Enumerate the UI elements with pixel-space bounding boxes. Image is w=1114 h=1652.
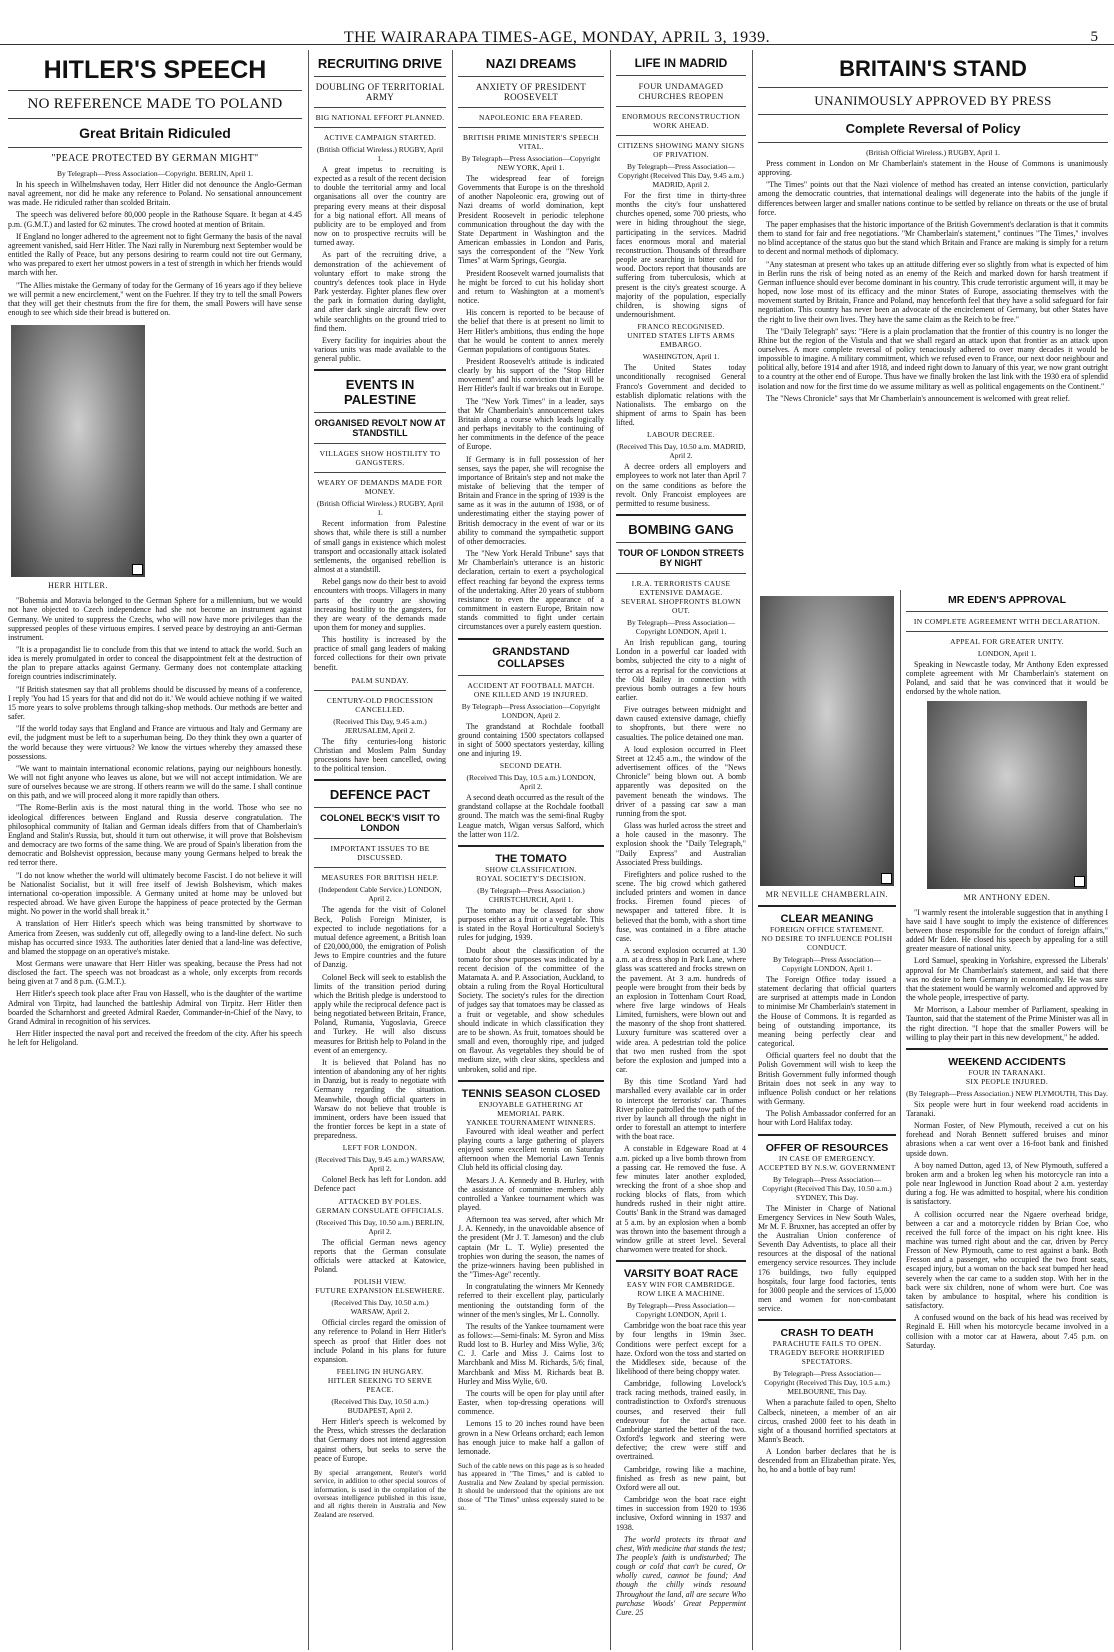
paragraph: Firefighters and police rushed to the scene. The big crowd which gathered included printers and women in dance frocks. Firemen found pieces of newspaper and tattered fibre. It is believed that the bomb, with a short time fuse, was contained in a fibre attache case.	[616, 869, 746, 943]
subheadline: YANKEE TOURNAMENT WINNERS.	[466, 1117, 596, 1127]
paragraph: The tomato may be classed for show purposes either as a fruit or a vegetable. This is stated in the Royal Horticultural Society's rules for judging, 1939.	[458, 905, 604, 943]
subheadline: Complete Reversal of Policy	[845, 121, 1021, 136]
column-rule	[308, 50, 309, 1650]
paragraph: As part of the recruiting drive, a demonstration of the achievement of voluntary effort to make strong the country's defences took place in Hyde Park yesterday. Fighter planes flew over the park in formation during daylight, and after dark single aircraft flew over while searchlights on the ground tried to find them.	[314, 250, 446, 333]
hitler-photo	[11, 325, 145, 577]
subheadline: IN CASE OF EMERGENCY.	[778, 1153, 876, 1163]
subheadline: NO REFERENCE MADE TO POLAND	[27, 96, 283, 112]
dateline: (Received This Day, 10.5 a.m.) LONDON, April 2.	[466, 773, 596, 792]
paragraph: The "News Chronicle" says that Mr Chamberlain's announcement is welcomed with great relief.	[766, 393, 1070, 403]
paragraph: A London barber declares that he is descended from an Elizabethan pirate. Yes, ho, ho and a bottle of bay rum!	[758, 1447, 896, 1475]
dateline: (British Official Wireless.) RUGBY, April 1.	[316, 145, 444, 163]
article-recruiting-drive	[314, 50, 446, 1650]
subheadline: EASY WIN FOR CAMBRIDGE.	[626, 1280, 736, 1290]
subheadline: ANXIETY OF PRESIDENT ROOSEVELT	[475, 82, 587, 102]
paragraph: The results of the Yankee tournament were as follows:—Semi-finals: M. Syron and Miss Rudd lost to B. Hurley and Miss Wylie, 3/6; C. J. Carle and Miss J. Cairns lost to Marchbank and Miss M. Richards, 5/6; final, Marchbank and Miss M. Richards beat B. Hurley and Miss Wylie, 6/0.	[458, 1321, 604, 1386]
subheadline: ROYAL SOCIETY'S DECISION.	[475, 873, 587, 883]
paragraph: A boy named Dutton, aged 13, of New Plymouth, suffered a broken arm and a broken leg when his motorcycle ran into a pole near Inglewood in Junction Road about 2 a.m. yesterday during a fog. He was admitted to hospital, where his condition is satisfactory.	[906, 1160, 1108, 1207]
paragraph: By this time Scotland Yard had marshalled every available car in order to intercept the terrorists' car. Thames River police patrolled the tow path of the river by launch all through the night in order to forestall an attempt to interfere with the boat race.	[616, 1077, 746, 1142]
paragraph: Every facility for inquiries about the various units was made available to the general public.	[314, 335, 446, 364]
dateline: By Telegraph—Press Association—Copyright NEW YORK, April 1.	[461, 154, 601, 172]
paragraph: The United States today unconditionally recognised General Franco's Government and decided to establish diplomatic relations with the Nationalists. The embargo on the shipment of arms to Spain has been lifted.	[616, 363, 746, 428]
paragraph: Mr Morrison, a Labour member of Parliament, speaking in Taunton, said that the statement of the Prime Minister was all in the right direction. "I hope that the smaller Powers will be willing to play their part in this new development," he added.	[906, 1005, 1108, 1042]
paragraph: The "New York Herald Tribune" says that Mr Chamberlain's utterance is an historic declaration, certain to exert a psychological effect reaching far beyond the express terms of the undertaking. After 20 years of stubborn resistance to even the appearance of a commitment in eastern Europe, Britain now stands committed to fight under certain circumstances over a purely eastern question.	[458, 549, 604, 632]
subheadline: ENJOYABLE GATHERING AT MEMORIAL PARK.	[478, 1099, 584, 1118]
article-hitlers-speech	[8, 50, 302, 1650]
paragraph: Rebel gangs now do their best to avoid encounters with troops. Villagers in many parts of the country are showing increasing hostility to the gangsters, for they are weary of the demands made upon them for money and supplies.	[314, 577, 446, 632]
subheadline: ACCIDENT AT FOOTBALL MATCH.	[467, 680, 595, 690]
paragraph: In his speech in Wilhelmshaven today, Herr Hitler did not denounce the Anglo-German naval agreement, nor did he make any reference to Poland. No sensational announcement was made. He ridiculed rather than scolded Britain.	[8, 180, 302, 208]
dateline: LONDON, April 1.	[977, 649, 1037, 658]
subheadline: IN COMPLETE AGREEMENT WITH DECLARATION.	[913, 617, 1101, 626]
paragraph: Cambridge, rowing like a machine, finished as fresh as new paint, but Oxford were all out.	[616, 1464, 746, 1492]
subheadline: I.R.A. TERRORISTS CAUSE EXTENSIVE DAMAGE.	[631, 579, 731, 598]
headline: GRANDSTAND COLLAPSES	[492, 645, 570, 670]
subheadline: ATTACKED BY POLES.	[338, 1196, 422, 1206]
headline: BOMBING GANG	[628, 522, 734, 538]
dateline: By Telegraph—Press Association—Copyright LONDON, April 1.	[626, 618, 736, 637]
headline: NAZI DREAMS	[485, 56, 577, 71]
paragraph: "The Times" points out that the Nazi violence of method has created an intense conviction, particularly among the democratic countries, that international dealings will degenerate into the habits of the jungle if differences between larger and smaller nations continue to be settled by reliance on threats or the use of brutal force.	[758, 180, 1108, 217]
paragraph: "The Rome-Berlin axis is the most natural thing in the world. Those who see no ideological differences between England and Russia deserve congratulation. The philosophical community of Italian and German ideals differs from that of Chamberlain's England and Stalin's Russia, but, should it turn out otherwise, it will prove that Bolshevism and democracy are two forms of the same thing. We are proud of Spain's liberation from the democratic and Bolshevist oppression, because many young Germans helped to break the red terror there.	[8, 803, 302, 868]
dateline: (British Official Wireless.) RUGBY, April 1.	[316, 499, 444, 518]
subheadline: LEFT FOR LONDON.	[342, 1143, 418, 1153]
paragraph: This hostility is increased by the practice of small gang leaders of making forced collections for their own private benefit.	[314, 635, 446, 672]
subheadline: "PEACE PROTECTED BY GERMAN MIGHT"	[51, 153, 259, 164]
subheadline: FEELING IN HUNGARY.	[336, 1367, 424, 1377]
paragraph: The "New York Times" in a leader, says that Mr Chamberlain's announcement takes Britain along a course which leads logically and perhaps inevitably to the continuing of her commitments in the defence of the peace of Europe.	[458, 396, 604, 452]
subheadline: UNITED STATES LIFTS ARMS EMBARGO.	[627, 331, 735, 350]
dateline: By Telegraph—Press Association—Copyright LONDON, April 2.	[461, 701, 601, 720]
column-rule	[752, 50, 753, 1650]
paragraph: The "Daily Telegraph" says: "Here is a plain proclamation that the frontier of this country is no longer the Rhine but the region of the Vistula and that we shall regard an attack upon that frontier as an attack upon ourselves. A more complete reversal of policy tenaciously adhered to over many decades it would be impossible to imagine. A military commitment, which we refused even to France, our next door neighbour and political ally, before 1914 and after 1918, and indeed right down to January of this year, we now grant outright to a country at the other end of Europe. Thus have we finally broken the last link with the 1930 era of splendid isolation and now for the first time do we assume military as well as political engagements on the Continent."	[758, 326, 1108, 391]
subheadline: Great Britain Ridiculed	[79, 125, 231, 141]
paragraph: A constable in Edgeware Road at 4 a.m. picked up a live bomb thrown from a passing car. He removed the fuse. A few minutes later another exploded, wrecking the front of a shoe shop and rocking blocks of flats, from which hundreds rushed in their night attire. Coutts' Bank in the Strand was damaged at 5 a.m. by an explosion when a bomb was thrown into the basement through a window grille at street level. Several charwomen were treated for shock.	[616, 1144, 746, 1255]
paragraph: Cambridge won the boat race eight times in succession from 1920 to 1936 inclusive, Oxford winning in 1937 and 1938.	[616, 1495, 746, 1532]
paragraph: The Polish Ambassador conferred for an hour with Lord Halifax today.	[758, 1109, 896, 1128]
paragraph: "Bohemia and Moravia belonged to the German Sphere for a millennium, but we would not have objected to Czech independence had she not become an instrument against Germany. We united to suppress the Czechs, who will now have more privileges than the suppressed peoples of these virtuous empires. I served peace by destroying an anti-German instrument.	[8, 596, 302, 642]
subheadline: FOUR IN TARANAKI.	[968, 1067, 1046, 1077]
paragraph: In congratulating the winners Mr Kennedy referred to their excellent play, particularly mentioning the outstanding form of the winner of the men's singles, Mr L. Connolly.	[458, 1282, 604, 1319]
paragraph: An Irish republican gang, touring London in a powerful car loaded with bombs, subjected the city to a night of terror as a reprisal for the convictions at the Old Bailey in connection with previous bomb outrages a few hours earlier.	[616, 638, 746, 702]
photo-caption: MR NEVILLE CHAMBERLAIN.	[765, 890, 889, 899]
subheadline: CITIZENS SHOWING MANY SIGNS OF PRIVATION.	[617, 141, 745, 159]
paragraph: Norman Foster, of New Plymouth, received a cut on his forehead and Norah Bennett suffered bruises and minor abrasions when a car went over a 16-foot bank and finished upside down.	[906, 1121, 1108, 1158]
page-number: 5	[1090, 29, 1098, 45]
paragraph: If England no longer adhered to the agreement not to fight Germany the basis of the naval agreement vanished, said Herr Hitler. The Nazi rally in Nuremburg next September would be entitled the Rally of Peace, but any persons desiring to rearm could not tire out Germany, who was prepared to exert her utmost powers in a test of strength in which her friends would march with her.	[8, 231, 302, 278]
headline: OFFER OF RESOURCES	[765, 1141, 889, 1154]
subheadline: BRITISH PRIME MINISTER'S SPEECH VITAL.	[463, 133, 599, 151]
paragraph: The grandstand at Rochdale football ground containing 1500 spectators collapsed in sight of 5000 spectators yesterday, killing one and injuring 19.	[458, 721, 604, 758]
dateline: By Telegraph—Press Association—Copyright LONDON, April 1.	[772, 955, 882, 973]
subheadline: ACTIVE CAMPAIGN STARTED.	[323, 133, 437, 142]
column-rule	[610, 50, 611, 1650]
subheadline: FRANCO RECOGNISED.	[637, 322, 725, 332]
dateline: (Independent Cable Service.) LONDON, April 2.	[318, 885, 442, 904]
paragraph: "We want to maintain international economic relations, paying our neighbours honestly. We will not fight anyone who leaves us alone, but we will not accept intimidation. We are sure of ourselves because we are strong. If others rearm we will do the same. I shall continue on this path, and we will proceed along it more rapidly than others.	[8, 763, 302, 801]
headline: EVENTS IN PALESTINE	[344, 377, 416, 408]
dateline: (Received This Day, 9.45 a.m.) JERUSALEM, April 2.	[333, 716, 427, 735]
paragraph: A second death occurred as the result of the grandstand collapse at the Rochdale football ground. The match was the semi-final Rugby League match, Wigan versus Salford, which the latter won 11/2.	[458, 793, 604, 839]
paragraph: Favoured with ideal weather and perfect playing courts a large gathering of players enjoyed some excellent tennis on Saturday afternoon when the Memorial Lawn Tennis Club held its official closing day.	[458, 1126, 604, 1173]
subheadline: HITLER SEEKING TO SERVE PEACE.	[327, 1376, 433, 1395]
dateline: By Telegraph—Press Association—Copyright (Received This Day, 9.45 a.m.) MADRID, April 2.	[618, 162, 744, 189]
dateline: By Telegraph—Press Association—Copyright (Received This Day, 10.50 a.m.) SYDNEY, This Day.	[762, 1174, 892, 1202]
subheadline: UNANIMOUSLY APPROVED BY PRESS	[814, 93, 1052, 108]
paragraph: The Minister in Charge of National Emergency Services in New South Wales, Mr M. F. Bruxner, has accepted an offer by the Australian Union conference of Seventh Day Adventists, to place all their resources at the disposal of the national emergency service resources. They include 176 buildings, two fully equipped hospitals, four large food factories, tents for 3000 people and the services of 15,000 men and women for non-combatant service.	[758, 1203, 896, 1314]
headline: CLEAR MEANING	[780, 913, 874, 925]
article-nazi-dreams	[458, 50, 604, 1650]
paragraph: The agenda for the visit of Colonel Beck, Polish Foreign Minister, is expected to include negotiations for a mutual defence agreement, a British loan of £20,000,000, the emigration of Polish Jews to Empire countries and the future of Danzig.	[314, 905, 446, 970]
paragraph: Six people were hurt in four weekend road accidents in Taranaki.	[906, 1099, 1108, 1118]
dateline: By Telegraph—Press Association—Copyright (Received This Day, 10.5 a.m.) MELBOURNE, This Day.	[764, 1369, 890, 1397]
headline: THE TOMATO	[495, 852, 567, 865]
subheadline: ENORMOUS RECONSTRUCTION WORK AHEAD.	[621, 112, 741, 130]
subheadline: FUTURE EXPANSION ELSEWHERE.	[315, 1286, 445, 1296]
paragraph: Herr Hitler's speech is welcomed by the Press, which stresses the declaration that Germany does not intend aggression against others, but seeks to serve the peace of Europe.	[314, 1417, 446, 1463]
paragraph: "If British statesmen say that all problems should be discussed by means of a conference, I reply 'You had 15 years for that and did not do it.' We would achieve nothing if we waited 15 more years to solve problems through talking-shop methods. Our methods are better and safer.	[8, 684, 302, 722]
headline: WEEKEND ACCIDENTS	[948, 1055, 1066, 1068]
headline: RECRUITING DRIVE	[317, 56, 443, 71]
paragraph: A confused wound on the back of his head was received by Reginald E. Hill when his motorcycle became involved in a collision with a motor car at Hawera, about 7.45 p.m. on Saturday.	[906, 1313, 1108, 1350]
dateline: WASHINGTON, April 1.	[642, 352, 720, 362]
subheadline: FOUR UNDAMAGED CHURCHES REOPEN	[638, 81, 724, 101]
reuters-note: By special arrangement, Reuter's world service, in addition to other special sources of information, is used in the compilation of the overseas intelligence published in this issue, and all rights therein in Australia and New Zealand are reserved.	[314, 1468, 446, 1519]
subheadline: ONE KILLED AND 19 INJURED.	[473, 689, 589, 699]
subheadline: TRAGEDY BEFORE HORRIFIED SPECTATORS.	[769, 1348, 885, 1367]
subheadline: DOUBLING OF TERRITORIAL ARMY	[315, 82, 445, 102]
headline: MR EDEN'S APPROVAL	[947, 594, 1066, 606]
paragraph: His concern is reported to be because of the belief that there is at present no limit to Herr Hitler's ambitions, thus ending the hope that he would be content to annex merely German populations of contiguous States.	[458, 308, 604, 354]
subheadline: WEARY OF DEMANDS MADE FOR MONEY.	[317, 478, 443, 497]
eden-photo	[927, 701, 1087, 889]
paragraph: "Any statesman at present who takes up an attitude differing ever so slightly from what is expected of him in Berlin runs the risk of being noted as an enemy of the Reich and marked down for harsh treatment if German influence should ever become dominant in his country. This crude terroristic argument will, it may be hoped, now lose most of its efficacy and the minor States of Europe, associating themselves with the movement started by Britain, France and Poland, may henceforth feel that they have a solid safeguard for fair negotiation. This country has never been an advocate of the encirclement of Germany, but other States have the right to live their own lives. They have the same claim as the Reich to be free."	[758, 259, 1108, 324]
paragraph: "The Allies mistake the Germany of today for the Germany of 16 years ago if they believe we will permit a new encirclement," went on the Fuehrer. If they try to tell the small Powers that they will get their chestnuts from the fire for them, the small Powers will have sense enough to see which side their bread is buttered on.	[8, 280, 302, 318]
paragraph: Press comment in London on Mr Chamberlain's statement in the House of Commons is unanimously approving.	[758, 159, 1108, 178]
subheadline: NAPOLEONIC ERA FEARED.	[479, 113, 583, 122]
article-mr-edens-approval	[906, 592, 1108, 1650]
paragraph: Glass was hurled across the street and a hole caused in the masonry. The explosion shook the "Daily Telegraph," "Daily Express" and Australian Associated Press buildings.	[616, 821, 746, 867]
paragraph: A loud explosion occurred in Fleet Street at 12.45 a.m., the window of the advertisement offices of the "News Chronicle" being blown out. A bomb apparently was deposited on the pavement beneath the windows. The driver of a passing car saw a man running from the spot.	[616, 744, 746, 818]
paragraph: "If the world today says that England and France are virtuous and Italy and Germany are evil, the judgment must be left to a superhuman being. Do they think they own a quarter of the world because they were virtuous? We know the virtues whereby they amassed these possessions.	[8, 724, 302, 761]
paragraph: Colonel Beck has left for London. add Defence pact	[314, 1175, 446, 1194]
photo-caption: HERR HITLER.	[48, 581, 108, 591]
paragraph: President Roosevelt's attitude is indicated clearly by his support of the "Stop Hitler movement" and his conviction that it will be Herr Hitler's fault if war breaks out in Europe.	[458, 356, 604, 394]
column-rule	[900, 590, 901, 1650]
paragraph: A translation of Herr Hitler's speech which was being transmitted by shortwave to America from Zeesen, was suddenly cut off, allegedly owing to a land-line defect. No such mishap has occurred since 1933. The authorities later denied that a land-line was defective, and blamed the stoppage on an operative's mistake.	[8, 919, 302, 956]
dateline: (Received This Day, 10.50 a.m.) BUDAPEST, April 2.	[331, 1397, 429, 1416]
column-rule	[452, 50, 453, 1650]
paragraph: The speech was delivered before 80,000 people in the Rathouse Square. It began at 4.45 p.m. (G.M.T.) and lasted for 62 minutes. The crowd hooted at mention of Britain.	[8, 210, 302, 229]
paragraph: The widespread fear of foreign Governments that Europe is on the threshold of another Napoleonic era, growing out of Nazi dreams of world domination, kept President Roosevelt in periodic telephone communication throughout the day with the State Department in Washington and the American embassies in London and Paris, says the correspondent of the "New York Times" at Warm Springs, Georgia.	[458, 174, 604, 266]
headline: CRASH TO DEATH	[780, 1327, 874, 1340]
paragraph: Cambridge, following Lovelock's track racing methods, trained easily, in contradistinction to Oxford's strenuous courses, and reserved their full endeavour for the actual race. Cambridge started the better of the two. Oxford's legwork and steering were defective; the crew were stiff and overtrained.	[616, 1379, 746, 1462]
advertisement-verse: The world protects its throat and chest, With medicine that stands the test; The people's faith is undisturbed; The cough or cold that can't be cured, Or wholly cured, cannot be found; And though the chilly winds resound Throughout the land, all are secure Who purchase Woods' Great Peppermint Cure. 25	[616, 1534, 746, 1617]
paragraph: A great impetus to recruiting is expected as a result of the recent decision to double the territorial army and local organisations all over the country are preparing every means at their disposal for a big national effort. All means of publicity are to be employed and from now on to prospective recruits will be turned away.	[314, 165, 446, 248]
subheadline: TOUR OF LONDON STREETS BY NIGHT	[618, 548, 744, 569]
dateline: (By Telegraph—Press Association.) NEW PLYMOUTH, This Day.	[906, 1088, 1108, 1098]
subheadline: LABOUR DECREE.	[647, 430, 715, 440]
headline: DEFENCE PACT	[329, 787, 431, 803]
paragraph: Herr Hitler's speech took place after Frau von Hassell, who is the daughter of the wartime Admiral von Tirpitz, had launched the battleship Admiral von Tirpitz. Herr Hitler then boarded the Scharnhorst and greeted Admiral Raeder, Commander-in-Chief of the Navy, to Grand Admiral in recognition of his services.	[8, 989, 302, 1026]
newspaper-title: THE WAIRARAPA TIMES-AGE, MONDAY, APRIL 3, 1939.	[343, 29, 771, 46]
headline: BRITAIN'S STAND	[839, 56, 1027, 81]
paragraph: Doubt about the classification of the tomato for show purposes was indicated by a recent decision of the committee of the Matamata A. and P. Association, Auckland, to obtain a ruling from the Royal Horticultural Society. The society's rules for the direction of judges say that tomatoes may be classed as a fruit or vegetable, and show schedules should indicate in which classification they are to be shown. As fruit, tomatoes should be small and even, thoroughly ripe, and judged on flavour. As vegetables they should be of medium size, with clear skins, speckless and unbroken, solid and ripe.	[458, 945, 604, 1074]
subheadline: APPEAL FOR GREATER UNITY.	[950, 637, 1064, 646]
paragraph: Official quarters feel no doubt that the Polish Government will wish to keep the British Government fully informed though Britain does not seek in any way to influence Polish conduct or her relations with Germany.	[758, 1051, 896, 1107]
paragraph: The courts will be open for play until after Easter, when top-dressing operations will commence.	[458, 1388, 604, 1417]
chamberlain-photo	[760, 596, 894, 886]
subheadline: PALM SUNDAY.	[351, 675, 409, 685]
masthead	[0, 0, 1114, 45]
paragraph: If Germany is in full possession of her senses, says the paper, she will recognise the importance of Britain's step and not make the mistake of believing that the temper of Britain and France in the spring of 1939 is the same as it was in the autumn of 1938, or of underestimating either the staying power of British democracy in the event of war or its ability to command the sympathetic support of other democracies.	[458, 454, 604, 546]
subheadline: GERMAN CONSULATE OFFICIALS.	[316, 1205, 444, 1215]
subheadline: MEASURES FOR BRITISH HELP.	[321, 873, 439, 883]
article-clear-meaning	[758, 592, 896, 1650]
paragraph: Afternoon tea was served, after which Mr J. A. Kennedy, in the unavoidable absence of the president (Mr J. T. Jameson) and the club captain (Mr L. T. Wylie) presented the trophies won during the season, the names of the prize-winners having been published in the "Times-Age" recently.	[458, 1215, 604, 1280]
paragraph: When a parachute failed to open, Shelto Calbeck, nineteen, a member of an air circus, crashed 2000 feet to his death in sight of a thousand horrified spectators at Mann's Beach.	[758, 1398, 896, 1444]
subheadline: COLONEL BECK'S VISIT TO LONDON	[320, 813, 440, 834]
paragraph: Five outrages between midnight and dawn caused extensive damage, chiefly to shopfronts, but there were no casualties. The police detained one man.	[616, 705, 746, 742]
article-life-in-madrid	[616, 50, 746, 1650]
dateline: By Telegraph—Press Association—Copyright. BERLIN, April 1.	[57, 169, 253, 178]
subheadline: FOREIGN OFFICE STATEMENT.	[769, 925, 885, 934]
headline: TENNIS SEASON CLOSED	[461, 1087, 601, 1100]
paragraph: Speaking in Newcastle today, Mr Anthony Eden expressed complete agreement with Mr Chamberlain's statement on Poland, and said that he was convinced that it would be endorsed by the whole nation.	[906, 660, 1108, 697]
paragraph: A decree orders all employers and employees to work not later than April 7 on the same conditions as before the revolt. Only Francoist employees are permitted to resume business.	[616, 462, 746, 508]
paragraph: The official German news agency reports that the German consulate officials were attacked at Katowice, Poland.	[314, 1237, 446, 1275]
paragraph: For the first time in thirty-three months the city's four unshattered churches opened, some 700 priests, who were in hiding throughout the siege, participating in the services. Madrid faces enormous moral and material reconstruction. Thousands of threadbare people are searching in bitter cold for wood. Doctors report that thousands are suffering from tuberculosis, which at present is the city's greatest scourge. A majority of the population, especially children, is showing signs of undernourishment.	[616, 191, 746, 320]
subheadline: ROW LIKE A MACHINE.	[637, 1289, 725, 1299]
subheadline: PARACHUTE FAILS TO OPEN.	[772, 1339, 882, 1349]
subheadline: IMPORTANT ISSUES TO BE DISCUSSED.	[330, 844, 430, 863]
subheadline: ACCEPTED BY N.S.W. GOVERNMENT	[758, 1162, 896, 1172]
headline: VARSITY BOAT RACE	[623, 1268, 739, 1281]
paragraph: "It is a propagandist lie to conclude from this that we intend to attack the world. Such an idea is merely promulgated in order to conceal the disappointment felt at the destruction of the plan to prepare attacks against Germany. Germany does not contemplate attacking foreign countries indiscriminately.	[8, 644, 302, 682]
paragraph: The fifty centuries-long historic Christian and Moslem Palm Sunday processions have been cancelled, owing to the political tension.	[314, 736, 446, 774]
subheadline: VILLAGES SHOW HOSTILITY TO GANGSTERS.	[319, 449, 441, 468]
paragraph: The paper emphasises that the historic importance of the British Government's declaration is that it commits them to stand for fair and free negotiations. "Mr Chamberlain's statement," continues "The Times," involves no blind acceptance of the status quo but the stand which Britain and France are making is simply for a return to decent and normal methods of diplomacy.	[758, 219, 1108, 257]
paragraph: Herr Hitler inspected the naval port and received the freedom of the city. After his speech he left for Heligoland.	[8, 1029, 302, 1048]
headline: HITLER'S SPEECH	[43, 56, 267, 84]
dateline: (Received This Day, 10.50 a.m. MADRID, April 2.	[616, 442, 746, 461]
dateline: By Telegraph—Press Association—Copyright LONDON, April 1.	[626, 1301, 736, 1320]
paragraph: Lemons 15 to 20 inches round have been grown in a New Orleans orchard; each lemon has enough juice to make half a gallon of lemonade.	[458, 1419, 604, 1456]
photo-caption: MR ANTHONY EDEN.	[963, 892, 1051, 902]
subheadline: SECOND DEATH.	[499, 761, 563, 771]
subheadline: POLISH VIEW.	[353, 1277, 407, 1287]
paragraph: Official circles regard the omission of any reference to Poland in Herr Hitler's speech as proof that Hitler does not include Poland in his plans for future expansion.	[314, 1318, 446, 1364]
times-note: Such of the cable news on this page as is so headed has appeared in "The Times," and is cabled to Australia and New Zealand by special permission. It should be understood that the opinions are not those of "The Times" unless expressly stated to be so.	[458, 1462, 604, 1512]
subheadline: SEVERAL SHOPFRONTS BLOWN OUT.	[621, 597, 741, 616]
dateline: (By Telegraph—Press Association.) CHRISTCHURCH, April 1.	[477, 885, 585, 904]
paragraph: Colonel Beck will seek to establish the limits of the transition period during which the British pledge is understood to apply while the reciprocal defence pact is being negotiated between Britain, France, Poland, Rumania, Yugoslavia, Greece and Turkey. He will also discuss measures for British help to Poland in the event of an emergency.	[314, 972, 446, 1055]
dateline: (British Official Wireless.) RUGBY, April 1.	[866, 148, 1000, 157]
dateline: (Received This Day, 9.45 a.m.) WARSAW, April 2.	[315, 1155, 445, 1174]
paragraph: Cambridge won the boat race this year by four lengths in 19min 3sec. Conditions were perfect except for a haze. Oxford won the toss and started on the Middlesex side, because of the likelihood of there being choppy water.	[616, 1321, 746, 1376]
dateline: (Received This Day, 10.50 a.m.) BERLIN, April 2.	[315, 1217, 445, 1236]
paragraph: A second explosion occurred at 1.30 a.m. at a dress shop in Park Lane, where glass was scattered and frocks strewn on the pavement. At 3 a.m. hundreds of people were brought from their beds by an explosion in Tottenham Court Road, where five large windows of Heals Limited, furnishers, were blown out and the masonry of the shop front shattered. Luxury furniture was scattered over a wide area. A pedestrian told the police that two men rushed from the spot before the explosion and jumped into a car.	[616, 946, 746, 1075]
paragraph: It is believed that Poland has no intention of abandoning any of her rights in Danzig, but is ready to negotiate with Germany regarding the situation. Meanwhile, though official quarters in Warsaw do not believe that trouble is imminent, orders have been issued that the frontier forces be kept in a state of preparedness.	[314, 1057, 446, 1141]
paragraph: Lord Samuel, speaking in Yorkshire, expressed the Liberals' approval for Mr Chamberlain's statement, and said that there was no desire to hem Germany in economically. He was sure that the statement would be warmly welcomed and approved by the whole people, irrespective of party.	[906, 956, 1108, 1003]
subheadline: SIX PEOPLE INJURED.	[965, 1076, 1049, 1086]
headline: LIFE IN MADRID	[634, 56, 728, 70]
article-britains-stand	[758, 50, 1108, 590]
subheadline: NO DESIRE TO INFLUENCE POLISH CONDUCT.	[761, 934, 893, 952]
paragraph: The Foreign Office today issued a statement declaring that official quarters are surprised at attempts made in London to minimise Mr Chamberlain's statement in the House of Commons. It is regarded as being of outstanding importance, its meaning being perfectly clear and categorical.	[758, 975, 896, 1049]
paragraph: A collision occurred near the Ngaere overhead bridge, between a car and a motorcycle ridden by Brian Coe, who received the full force of the impact on his right knee. His machine was turned right about and the car, driven by Percy Fresson of New Plymouth, came to rest against a bank. Both Fresson and a passenger, who occupied the two front seats, escaped injury, but a woman on the back seat bumped her head severely when the car came to a sudden stop. With her in the back were six children, none of whom were hurt. Coe was taken by ambulance to hospital, where his condition is satisfactory.	[906, 1209, 1108, 1311]
paragraph: President Roosevelt warned journalists that he might be forced to cut his holiday short and return to Washington at a moment's notice.	[458, 268, 604, 306]
subheadline: BIG NATIONAL EFFORT PLANNED.	[315, 113, 445, 122]
paragraph: Most Germans were unaware that Herr Hitler was speaking, because the Press had not disclosed the fact. The speech was not broadcast as a whole, only excerpts from records being given at 7 and 8 p.m. (G.M.T.).	[8, 958, 302, 987]
subheadline: CENTURY-OLD PROCESSION CANCELLED.	[326, 695, 434, 714]
paragraph: "I do not know whether the world will ultimately become Fascist. I do not believe it will be Nationalist Socialist, but it will free itself of Jewish Bolshevism, which makes international co-operation impossible. A Germany united at home may be unloved but respected abroad. We have given Europe the happiness of peace protected by the German might. No power in the world shall break it."	[8, 870, 302, 917]
paragraph: Recent information from Palestine shows that, while there is still a number of small gangs in existence which molest transport and occasionally attack isolated settlements, the organised rebellion is almost at a standstill.	[314, 519, 446, 575]
paragraph: Mesars J. A. Kennedy and B. Hurley, with the assistance of committee members ably controlled a Yankee tournament which was played.	[458, 1175, 604, 1212]
paragraph: "I warmly resent the intolerable suggestion that in anything I have said I have sought to imply the existence of differences between those responsible for the conduct of foreign affairs," added Mr Eden. He closed his speech by appealing for a still greater measure of national unity.	[906, 907, 1108, 954]
subheadline: ORGANISED REVOLT NOW AT STANDSTILL	[314, 418, 446, 439]
article-hitler-fades-out	[154, 321, 302, 596]
subheadline: SHOW CLASSIFICATION.	[485, 864, 577, 874]
dateline: (Received This Day, 10.50 a.m.) WARSAW, April 2.	[331, 1298, 429, 1317]
